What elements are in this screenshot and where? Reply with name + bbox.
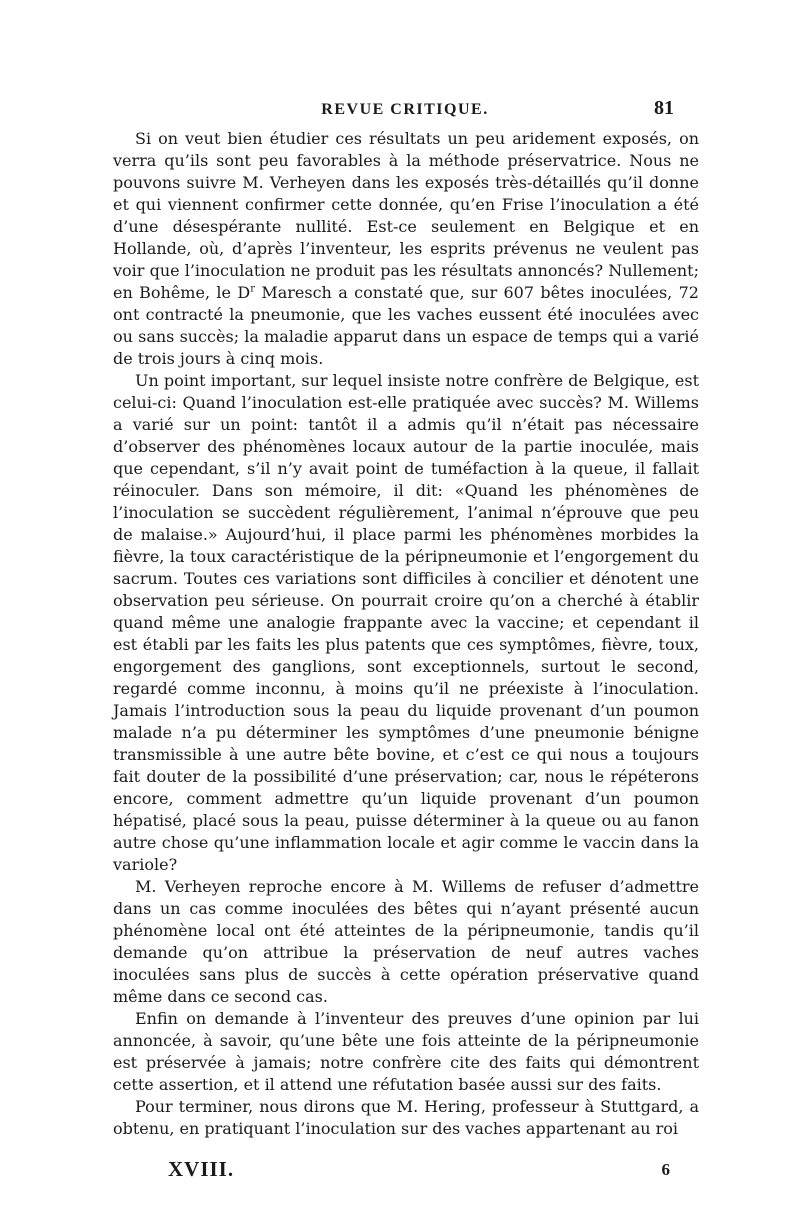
paragraph-1 <box>113 128 699 370</box>
sheet-number: 6 <box>661 1160 670 1179</box>
running-title: REVUE CRITIQUE. <box>321 101 489 118</box>
paragraph-1-part-2: Maresch a constaté que, sur 607 bêtes inoculées, 72 ont contracté la pneumonie, que les vaches eussent été inoculées avec ou sans succès; la maladie apparut dans un espace de temps qui a varié de trois jours à cinq mois. <box>113 283 699 368</box>
page-footer <box>110 1157 700 1187</box>
paragraph-3: M. Verheyen reproche encore à M. Willems de refuser d’admettre dans un cas comme inoculées des bêtes qui n’ayant présenté aucun phénomène local ont été atteintes de la péripneumonie, tandis qu’il demande qu’on attribue la préservation de neuf autres vaches inoculées sans plus de succès à cette opération préservative quand même dans ce second cas. <box>113 877 699 1006</box>
paragraph-5: Pour terminer, nous dirons que M. Hering, professeur à Stuttgard, a obtenu, en pratiquant l’inoculation sur des vaches appartenant au roi <box>113 1097 699 1138</box>
doctor-abbreviation-superscript: r <box>250 283 255 295</box>
paragraph-2: Un point important, sur lequel insiste notre confrère de Belgique, est celui-ci: Quand l’inoculation est-elle pratiquée avec succès? M. Willems a varié sur un point: tantôt il a admis qu’il n’était pas nécessaire d’observer des phénomènes locaux autour de la partie inoculée, mais que cependant, s’il n’y avait point de tuméfaction à la queue, il fallait réinoculer. Dans son mémoire, il dit: «Quand les phénomènes de l’inoculation se succèdent régulièrement, l’animal n’éprouve que peu de malaise.» Aujourd’hui, il place parmi les phénomènes morbides la fièvre, la toux caractéristique de la péripneumonie et l’engorgement du sacrum. Toutes ces variations sont difficiles à concilier et dénotent une observation peu sérieuse. On pourrait croire qu’on a cherché à établir quand même une analogie frappante avec la vaccine; et cependant il est établi par les faits les plus patents que ces symptômes, fièvre, toux, engorgement des ganglions, sont exceptionnels, surtout le second, regardé comme inconnu, à moins qu’il ne préexiste à l’inoculation. Jamais l’introduction sous la peau du liquide provenant d’un poumon malade n’a pu déterminer les symptômes d’une pneumonie bénigne transmissible à une autre bête bovine, et c’est ce qui nous a toujours fait douter de la possibilité d’une préservation; car, nous le répéterons encore, comment admettre qu’un liquide provenant d’un poumon hépatisé, placé sous la peau, puisse déterminer à la queue ou au fanon autre chose qu’une inflammation locale et agir comme le vaccin dans la variole? <box>113 371 699 874</box>
page-number: 81 <box>654 97 674 119</box>
paragraph-1-part-1: Si on veut bien étudier ces résultats un peu aridement exposés, on verra qu’ils sont peu favorables à la méthode préservatrice. Nous ne pouvons suivre M. Verheyen dans les exposés très-détaillés qu’il donne et qui viennent confirmer cette donnée, qu’en Frise l’inoculation a été d’une désespérante nullité. Est-ce seulement en Belgique et en Hollande, où, d’après l’inventeur, les esprits prévenus ne veulent pas voir que l’inoculation ne produit pas les résultats annoncés? Nullement; en Bohême, le D <box>113 129 699 302</box>
body-text <box>113 128 699 1140</box>
signature-mark: XVIII. <box>168 1157 235 1181</box>
paragraph-4: Enfin on demande à l’inventeur des preuves d’une opinion par lui annoncée, à savoir, qu’une bête une fois atteinte de la péripneumonie est préservée à jamais; notre confrère cite des faits qui démontrent cette assertion, et il attend une réfutation basée aussi sur des faits. <box>113 1009 699 1094</box>
running-head <box>110 97 700 125</box>
